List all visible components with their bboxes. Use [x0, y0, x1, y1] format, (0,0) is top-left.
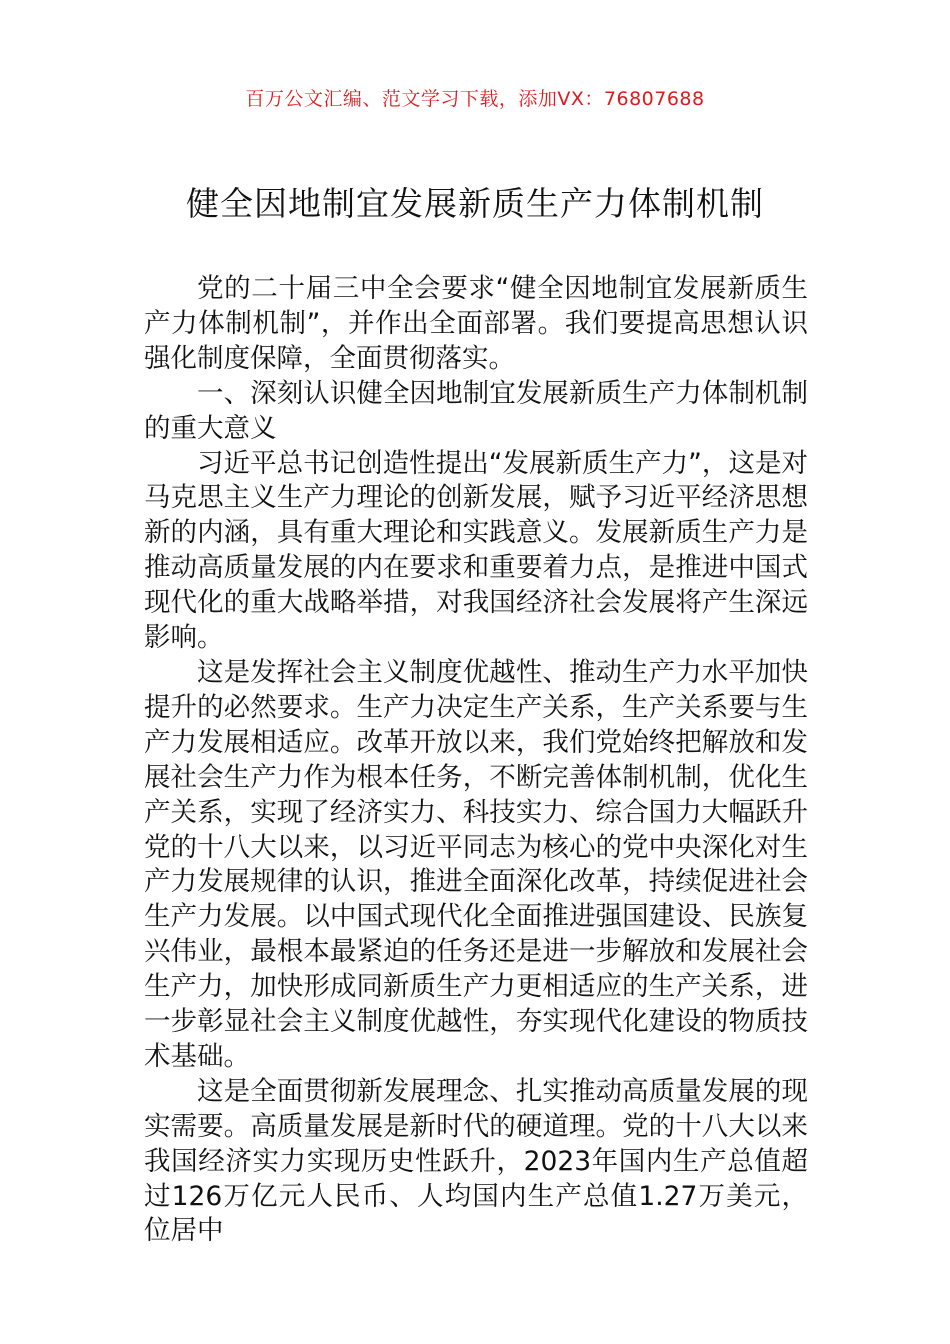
document-body	[144, 272, 808, 1249]
paragraph-intro: 党的二十届三中全会要求“健全因地制宜发展新质生产力体制机制”，并作出全面部署。我们要提高思想认识强化制度保障，全面贯彻落实。	[144, 273, 808, 374]
paragraph-socialist-system: 这是发挥社会主义制度优越性、推动生产力水平加快提升的必然要求。生产力决定生产关系，生产关系要与生产力发展相适应。改革开放以来，我们党始终把解放和发展社会生产力作为根本任务，不断完善体制机制，优化生产关系，实现了经济实力、科技实力、综合国力大幅跃升党的十八大以来，以习近平同志为核心的党中央深化对生产力发展规律的认识，推进全面深化改革，持续促进社会生产力发展。以中国式现代化全面推进强国建设、民族复兴伟业，最根本最紧迫的任务还是进一步解放和发展社会生产力，加快形成同新质生产力更相适应的生产关系，进一步彰显社会主义制度优越性，夯实现代化建设的物质技术基础。	[144, 656, 808, 1072]
header-note: 百万公文汇编、范文学习下载，添加VX：76807688	[245, 88, 705, 110]
paragraph-significance: 习近平总书记创造性提出“发展新质生产力”，这是对马克思主义生产力理论的创新发展，赋予习近平经济思想新的内涵，具有重大理论和实践意义。发展新质生产力是推动高质量发展的内在要求和重要着力点，是推进中国式现代化的重大战略举措，对我国经济社会发展将产生深远影响。	[144, 447, 808, 654]
section-heading-1: 一、深刻认识健全因地制宜发展新质生产力体制机制的重大意义	[144, 377, 808, 444]
document-title: 健全因地制宜发展新质生产力体制机制	[186, 184, 764, 223]
paragraph-high-quality-development: 这是全面贯彻新发展理念、扎实推动高质量发展的现实需要。高质量发展是新时代的硬道理。党的十八大以来我国经济实力实现历史性跃升，2023年国内生产总值超过126万亿元人民币、人均国内生产总值1.27万美元，位居中	[144, 1075, 808, 1247]
